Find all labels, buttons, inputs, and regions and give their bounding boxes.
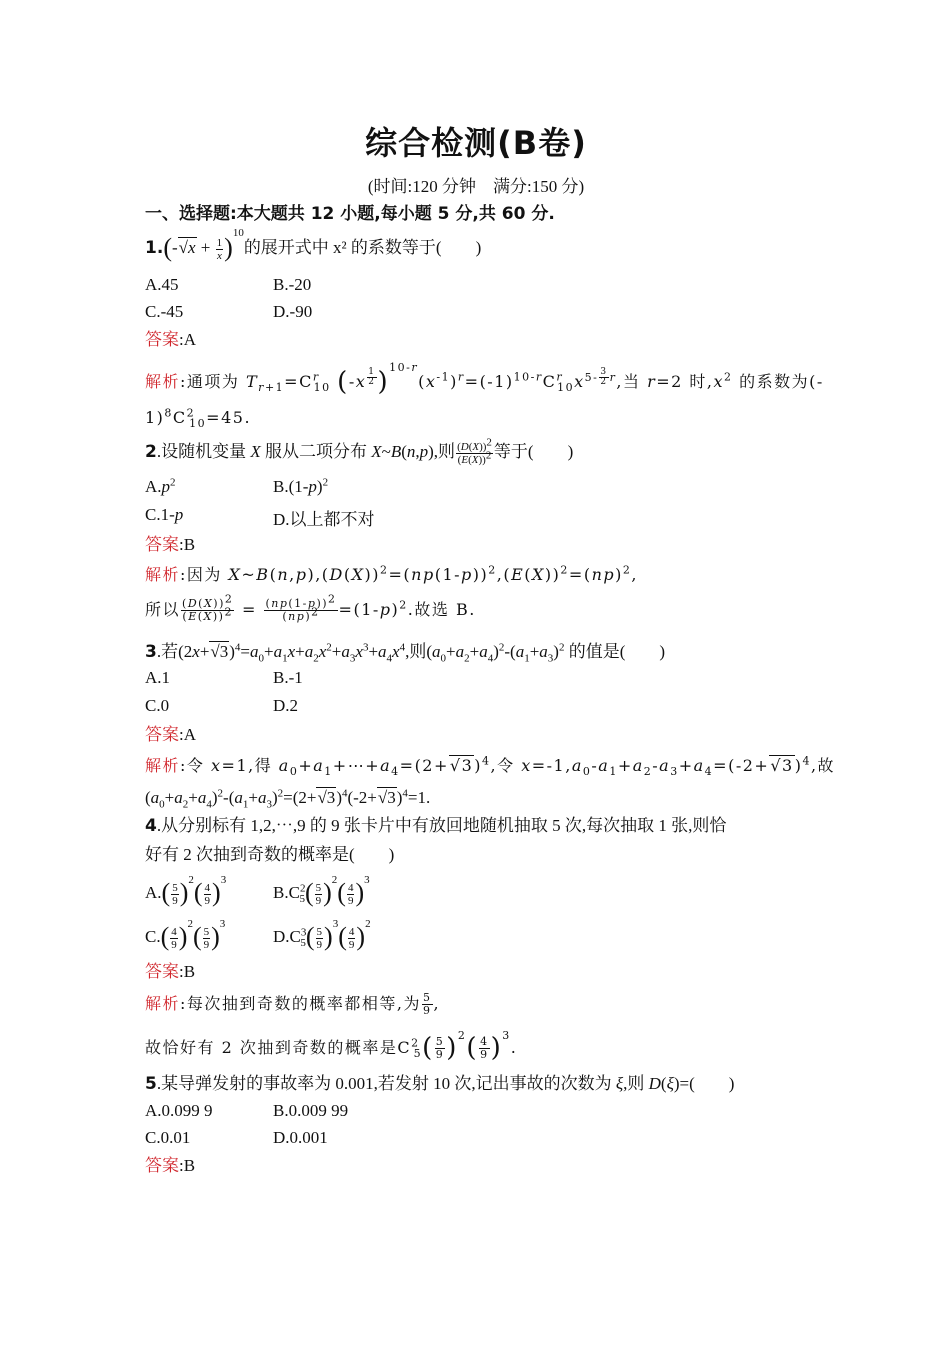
- answer-label: 答案: [145, 725, 179, 745]
- analysis-2-cont: 所以 $\frac{(D(X))^2}{(E(X))^2}$ = $\frac{(np(1-p))^2}{(np)^2}$ $=(1-p)^2$.故选 B.: [145, 592, 476, 623]
- question-stem: 的展开式中 x² 的系数等于( ): [243, 238, 482, 257]
- page-title: 综合检测(B卷): [365, 124, 587, 162]
- option-b: B.0.009 99: [273, 1101, 349, 1120]
- option-b: B.-20: [273, 275, 312, 294]
- option-d: $D.C^3_5$( $\frac{5}{9}$ )$^3$( $\frac{4}{9}$ )$^2$: [273, 918, 371, 951]
- answer-value: :B: [179, 1156, 196, 1175]
- question-2: 2.设随机变量 X 服从二项分布 X~B(n,p),则 $\frac{(D(X))^2}{(E(X))^2}$ 等于( ): [145, 435, 574, 466]
- question-number: 5: [145, 1074, 157, 1094]
- analysis-3-cont: $(a_0+a_2+a_4)^2-(a_1+a_3)^2=(2+√3)^4(-2+√3)^4=1$.: [145, 787, 431, 811]
- analysis-4: 解析:每次抽到奇数的概率都相等,为 $\frac{5}{9}$ ,: [145, 991, 441, 1017]
- option-b: $B.(1-p)^2$: [273, 476, 329, 496]
- question-4-cont: 好有 2 次抽到奇数的概率是( ): [145, 845, 395, 864]
- option-d: D.2: [273, 696, 299, 715]
- answer-label: 答案: [145, 330, 179, 350]
- answer-label: 答案: [145, 1156, 179, 1176]
- answer-value: :B: [179, 962, 196, 981]
- option-c: C.-45: [145, 302, 184, 321]
- question-number: 3: [145, 642, 157, 662]
- analysis-label: 解析: [145, 756, 181, 775]
- option-c: C.( $\frac{4}{9}$ )$^2$( $\frac{5}{9}$ )$^3$: [145, 918, 226, 951]
- analysis-4-cont: 故恰好有 2 次抽到奇数的概率是$C^2_5$( $\frac{5}{9}$ )$^2$( $\frac{4}{9}$ )$^3$.: [145, 1028, 518, 1063]
- answer-4: [145, 960, 195, 984]
- analysis-label: 解析: [145, 565, 181, 584]
- question-number: 4: [145, 816, 157, 836]
- answer-value: :B: [179, 535, 196, 554]
- question-number: 2: [145, 442, 157, 462]
- exam-subtitle: (时间:120 分钟 满分:150 分): [367, 177, 585, 196]
- analysis-label: 解析: [145, 994, 181, 1013]
- option-c: C.1-p: [145, 505, 184, 524]
- question-number: 1: [145, 238, 157, 258]
- analysis-1-cont: $1)^8C^2_{10}=45$.: [145, 406, 252, 431]
- analysis-label: 解析: [145, 371, 181, 391]
- option-b: B.-1: [273, 668, 303, 687]
- question-1: 1.(-√x + $\frac{1}{x}$ )$^{10}$的展开式中 x² 的系数等于( ): [145, 227, 482, 262]
- analysis-3: 解析:令 x=1,得 $a_0+a_1+\cdots+a_4=(2+√3)^4$,令 $x=-1,a_0-a_1+a_2-a_3+a_4=(-2+√3)^4$,故: [145, 754, 836, 779]
- answer-value: :A: [179, 725, 196, 744]
- question-5: 5.某导弹发射的事故率为 0.001,若发射 10 次,记出事故的次数为 ξ,则 D(ξ)=( ): [145, 1074, 735, 1094]
- answer-value: :A: [179, 330, 196, 349]
- option-d: D.以上都不对: [273, 510, 375, 529]
- answer-2: [145, 533, 195, 557]
- option-a: A.0.099 9: [145, 1101, 213, 1120]
- answer-3: [145, 723, 196, 747]
- option-a: A.45: [145, 275, 179, 294]
- option-c: C.0: [145, 696, 170, 715]
- answer-label: 答案: [145, 962, 179, 982]
- question-stem: .从分别标有 1,2,⋯,9 的 9 张卡片中有放回地随机抽取 5 次,每次抽取 1 张,则恰: [156, 816, 727, 835]
- option-b: $B.C^2_5$( $\frac{5}{9}$ )$^2$( $\frac{4}{9}$ )$^3$: [273, 874, 370, 907]
- answer-label: 答案: [145, 535, 179, 555]
- section-heading: 一、选择题:本大题共 12 小题,每小题 5 分,共 60 分.: [145, 204, 555, 224]
- option-d: D.-90: [273, 302, 313, 321]
- option-c: C.0.01: [145, 1128, 191, 1147]
- answer-1: [145, 328, 196, 352]
- analysis-2: 解析:因为 $X\sim B(n,p),(D(X))^2=(np(1-p))^2,(E(X))^2=(np)^2$,: [145, 563, 638, 584]
- option-d: D.0.001: [273, 1128, 328, 1147]
- option-a: $A.p^2$: [145, 476, 176, 496]
- option-a: A.1: [145, 668, 171, 687]
- analysis-1: 解析:通项为 $T_{r+1}=C^r_{10}$ (-x $^{\frac{1}{2}}$ )$^{10-r}(x^{-1})^r=(-1)^{10-r}C^r_{10}x^{5- \frac{3}{2} r}$,当 r=2 时$,x^2$ 的系数为(-: [145, 360, 824, 397]
- answer-5: [145, 1154, 195, 1178]
- question-4: [145, 814, 726, 838]
- question-3: 3.若$(2x+√3)^4=a_0+a_1x+a_2x^2+a_3x^3+a_4x^4$,则$(a_0+a_2+a_4)^2-(a_1+a_3)^2$ 的值是( ): [145, 641, 666, 665]
- option-a: A.( $\frac{5}{9}$ )$^2$( $\frac{4}{9}$ )$^3$: [145, 874, 227, 907]
